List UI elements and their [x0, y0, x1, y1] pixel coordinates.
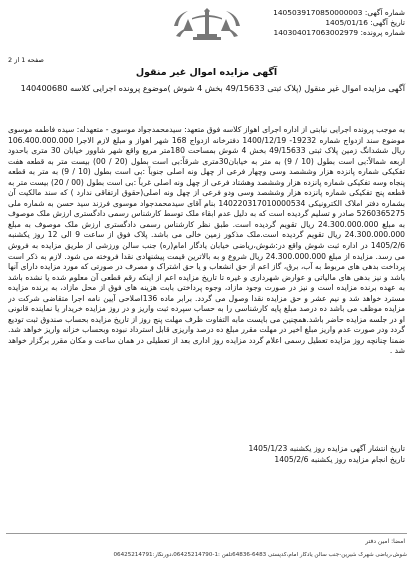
file-number: شماره پرونده: 140304017063002979 — [273, 28, 405, 37]
notice-body: به موجب پرونده اجرایی نیابتی از اداره اجرای اهواز کلاسه فوق متعهد: سیدمحمدجواد موسوی - متعهدله: سیده فاطمه موسوی موضوع سند ازدواج شماره 19232- 1400/12/19 دفترخانه ازدواج 168 شهر اهواز و مبلغ لازم الاجرا 106.400.000.000 ریال ششدانگ زمین پلاک ثبتی 49/15633 بخش 4 شوش بمساحت 180متر مربع واقع شهر شاوور خیابان 30 متری باحدود اربعه شمالاً:بی است بطول (10 / 9) به متر به خیابان30متری شرقاً:بی است بطول (20 / 00) بیست متر به قطعه هفت تفکیکی شماره پانزده هزار وششصد وسی وچهار فرعی از چهل ونه اصلی جنوباً :بی است بطول (10 / 9) به متر به قطعه پنجاه وسه تفکیکی شماره پانزده هزار وششصد وهشتاد فرعی از چهل ونه اصلی غرباً :بی است بطول (00 / 20) بیست متر به قطعه پنج تفکیکی شماره پانزده هزار وششصد وسی ودو فرعی از چهل ونه اصلی(حقوق ارتفاقی ندارد ) که سند مالکیت آن بشماره دفتر املاک الکترونیکی 140220317010000534 بنام آقای سیدمحمدجواد موسوی فرزند سید حسن به شماره ملی 5260365275 صادر و تسلیم گردیده است که به دلیل عدم ابقاء ملک توسط کارشناس رسمی دادگستری ارزش ملک موصوف به مبلغ 24.300.000.000 ریال تقویم گردیده است. طبق نظر کارشناس رسمی دادگستری ارزش ملک موصوف به مبلغ 24.300.000.000 ریال تقویم گردیده است.ملک مذکور زمین خالی می باشد. پلاک فوق از ساعت 9 الی 12 روز یکشنبه 1405/2/6 در اداره ثبت شوش واقع در:شوش،ریاضی خیابان یادگار امام(ره) جنب سالن ورزشی از طریق مزایده به فروش می رسد. مزایده از مبلغ 24.300.000.000 ریال شروع و به بالاترین قیمت پیشنهادی نقدا فروخته می شود. لازم به ذکر است پرداخت بدهی های مربوط به آب، برق، گاز اعم از حق انشعاب و یا حق اشتراک و مصرف در صورتی که مورد مزایده دارای آنها باشد و نیز بدهی های مالیاتی و عوارض شهرداری و غیره تا تاریخ مزایده اعم از اینکه رقم قطعی آن معلوم شده یا نشده باشد به عهده برنده مزایده است و نیز در صورت وجود مازاد، وجوه پرداختی بابت هزینه های فوق از محل مازاد، به برنده مزایده مسترد خواهد شد و نیم عشر و حق مزایده نقدا وصول می گردد. برابر ماده 136اصلاحی آیین نامه اجرا متقاضی شرکت در مزایده موظف می باشد ده درصد مبلغ پایه کارشناسی را به حساب سپرده ثبت واریز و در روز مزایده خریدار یا نماینده قانونی او در جلسه مزایده حاضر باشد.همچنین می بایست مابه التفاوت ظرف مهلت پنج روز از تاریخ مزایده بحساب صندوق ثبت تودیع گردد ودر صورت عدم واریز مبلغ اخیر در مهلت مقرر مبلغ ده درصد واریزی قابل استرداد نبوده وبحساب خزانه واریز خواهد شد. ضمنا چنانچه روز مزایده تعطیل رسمی اعلام گردد مزایده روز اداری بعد از تعطیلی در همان ساعت و مکان مقرر برگزار خواهد شد . — [8, 125, 405, 356]
publish-date: تاریخ انتشار آگهی مزایده روز یکشنبه 1405/1/23 — [248, 444, 405, 453]
notice-number: شماره آگهی: 1405039170850000003 — [273, 8, 405, 17]
notice-date: تاریخ آگهی: 1405/01/16 — [325, 18, 405, 27]
notice-dates — [8, 444, 405, 465]
notice-subject: آگهی مزایده اموال غیر منقول (پلاک ثبتی 49/15633 بخش 4 شوش )موضوع پرونده اجرایی کلاسه 140400680 — [20, 83, 405, 93]
notice-title: آگهی مزایده اموال غیر منقول — [135, 67, 278, 78]
signature-label: امضا: امین دفتر — [365, 538, 405, 545]
auction-date: تاریخ انجام مزایده روز یکشنبه 1405/2/6 — [274, 454, 405, 464]
notice-meta — [273, 8, 405, 38]
footer-divider — [6, 533, 407, 534]
emblem-icon — [166, 6, 248, 46]
page-count: صفحه 1 از 2 — [8, 56, 44, 64]
office-address: شوش،ریاضی شهرک شیرین-جنب سالن یادگار امام،کدپستی 6483-64836تلفن :1-06425214790،دورنگار:06425214791 — [113, 552, 407, 558]
